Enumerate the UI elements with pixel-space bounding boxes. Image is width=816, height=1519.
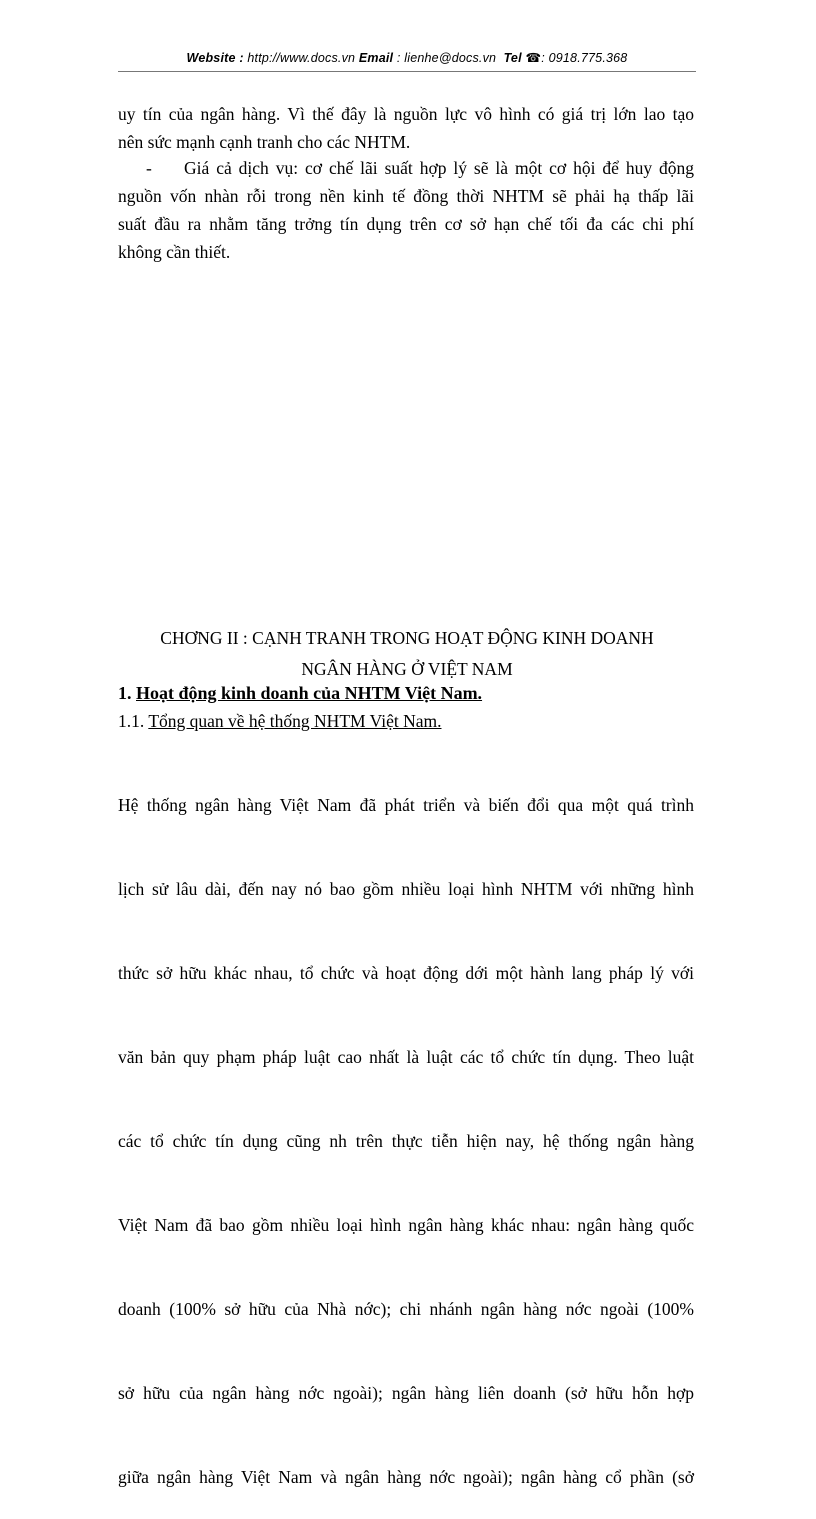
paragraph-pricing <box>118 154 694 266</box>
text-line: lịch sử lâu dài, đến nay nó bao gồm nhiều loại hình NHTM với những hình <box>118 879 694 899</box>
chapter-subtitle: NGÂN HÀNG Ở VIỆT NAM <box>301 659 513 679</box>
text-line: suất đầu ra nhằm tăng trởng tín dụng trên cơ sở hạn chế tối đa các chi phí <box>118 214 694 234</box>
text-line: Việt Nam đã bao gồm nhiều loại hình ngân hàng khác nhau: ngân hàng quốc <box>118 1215 694 1235</box>
subsection-title: Tổng quan về hệ thống NHTM Việt Nam. <box>148 711 442 731</box>
text-line: uy tín của ngân hàng. Vì thế đây là nguồn lực vô hình có giá trị lớn lao tạo <box>118 104 694 124</box>
text-line: văn bản quy phạm pháp luật cao nhất là luật các tổ chức tín dụng. Theo luật <box>118 1047 694 1067</box>
email-label: Email <box>358 51 394 65</box>
text-line: các tổ chức tín dụng cũng nh trên thực tiễn hiện nay, hệ thống ngân hàng <box>118 1131 694 1151</box>
text-line: sở hữu của ngân hàng nớc ngoài); ngân hàng liên doanh (sở hữu hỗn hợp <box>118 1383 694 1403</box>
section-heading-1 <box>118 680 482 706</box>
text-line: thức sở hữu khác nhau, tổ chức và hoạt động dới một hành lang pháp lý với <box>118 963 694 983</box>
text-line: doanh (100% sở hữu của Nhà nớc); chi nhánh ngân hàng nớc ngoài (100% <box>118 1299 694 1319</box>
text-line: nên sức mạnh cạnh tranh cho các NHTM. <box>118 132 411 152</box>
tel-label: Tel <box>503 51 522 65</box>
list-dash: - <box>146 158 152 178</box>
subsection-number: 1.1. <box>118 711 145 731</box>
text-line: nguồn vốn nhàn rỗi trong nền kinh tế đồng thời NHTM sẽ phải hạ thấp lãi <box>118 186 694 206</box>
phone-icon: ☎ <box>525 51 542 65</box>
chapter-title: CHƠNG II : CẠNH TRANH TRONG HOẠT ĐỘNG KINH DOANH <box>160 628 654 648</box>
text-line: không cần thiết. <box>118 242 231 262</box>
website-url[interactable]: http://www.docs.vn <box>247 51 356 65</box>
tel-number: : 0918.775.368 <box>541 51 628 65</box>
text-line: Hệ thống ngân hàng Việt Nam đã phát triển và biến đổi qua một quá trình <box>118 795 694 815</box>
text-line: giữa ngân hàng Việt Nam và ngân hàng nớc ngoài); ngân hàng cổ phần (sở <box>118 1467 694 1487</box>
paragraph-overview <box>118 735 694 1519</box>
text-line <box>118 154 694 182</box>
section-heading-1-1 <box>118 708 441 734</box>
email-address[interactable]: : lienhe@docs.vn <box>396 51 497 65</box>
header-divider <box>118 71 696 72</box>
page-header <box>118 50 696 65</box>
text-line-content: Giá cả dịch vụ: cơ chế lãi suất hợp lý sẽ là một cơ hội để huy động <box>184 158 694 178</box>
website-label: Website : <box>186 51 244 65</box>
section-number: 1. <box>118 683 132 703</box>
paragraph-reputation <box>118 100 694 156</box>
section-title: Hoạt động kinh doanh của NHTM Việt Nam. <box>136 683 483 703</box>
